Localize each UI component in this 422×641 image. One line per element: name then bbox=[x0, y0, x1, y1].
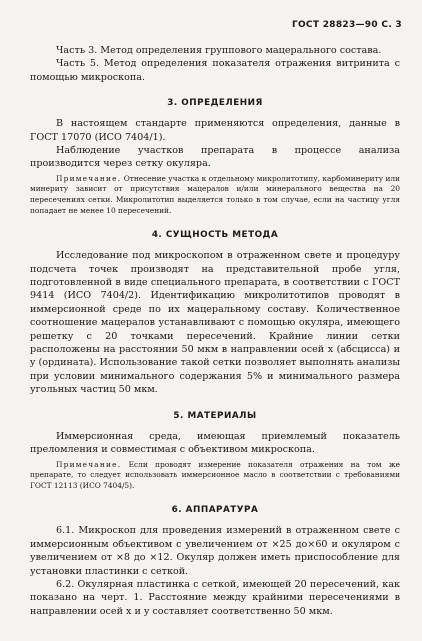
section-4-paragraph-1: Исследование под микроскопом в отраженном свете и процедуру подсчета точек производят на представительной пробе угля, подготовленной в виде специального препарата, в соответствии с ГОСТ 9414 (ИСО 7404/2). Идентификацию микролитотипов проводят в иммерсионной среде по их мацеральному составу. Количественное соотношение мацералов устанавливают с помощью окуляра, имеющего решетку с 20 точками пересечений. Крайние линии сетки расположены на расстоянии 50 мкм в направлении осей x (абсцисса) и y (ордината). Использование такой сетки позволяет выполнять анализы при условии минимального содержания 5% и минимального размера угольных частиц 50 мкм. bbox=[30, 250, 400, 396]
section-6-paragraph-1: 6.1. Микроскоп для проведения измерений в отраженном свете с иммерсионным объективом с увеличением от ×25 до×60 и окуляром с увеличением от ×8 до ×12. Окуляр должен иметь приспособление для установки пластинки с сеткой. bbox=[30, 525, 400, 577]
note-label: Примечание. bbox=[56, 459, 122, 469]
document-body bbox=[30, 44, 400, 618]
note-label: Примечание. bbox=[56, 173, 122, 183]
section-3-title: 3. ОПРЕДЕЛЕНИЯ bbox=[167, 98, 263, 109]
section-5-note bbox=[30, 460, 400, 492]
section-6-paragraph-2: 6.2. Окулярная пластинка с сеткой, имеющей 20 пересечений, как показано на черт. 1. Расстояние между крайними пересечениями в направлении осей x и y составляет соответственно 50 мкм. bbox=[30, 578, 400, 617]
section-6-title: 6. АППАРАТУРА bbox=[171, 505, 259, 516]
section-5-paragraph-1: Иммерсионная среда, имеющая приемлемый показатель преломления и совместимая с объективом микроскопа. bbox=[30, 430, 400, 456]
section-3-note bbox=[30, 174, 400, 216]
section-5-title: 5. МАТЕРИАЛЫ bbox=[173, 410, 257, 421]
section-3-paragraph-2: Наблюдение участков препарата в процессе анализа производится через сетку окуляра. bbox=[30, 145, 400, 170]
intro-line-2: Часть 5. Метод определения показателя отражения витринита с помощью микроскопа. bbox=[30, 58, 400, 83]
intro-line-1: Часть 3. Метод определения группового мацерального состава. bbox=[56, 45, 382, 56]
note-text: Если проводят измерение показателя отражения на том же препарате, то следует использовать иммерсионное масло в соответствии с требованиями ГОСТ 12113 (ИСО 7404/5). bbox=[30, 459, 400, 490]
page-header: ГОСТ 28823—90 С. 3 bbox=[291, 20, 402, 30]
section-3-paragraph-1: В настоящем стандарте применяются определения, данные в ГОСТ 17070 (ИСО 7404/1). bbox=[30, 118, 400, 143]
section-4-title: 4. СУЩНОСТЬ МЕТОДА bbox=[151, 230, 279, 241]
note-text: Отнесение участка к отдельному микролитотипу, карбоминериту или минериту зависит от присутствия мацералов и/или минерального вещества на 20 пересечениях сетки. Микролитотип выделяется только в том случае, если на частицу угля попадает не менее 10 пересечений. bbox=[30, 173, 400, 215]
